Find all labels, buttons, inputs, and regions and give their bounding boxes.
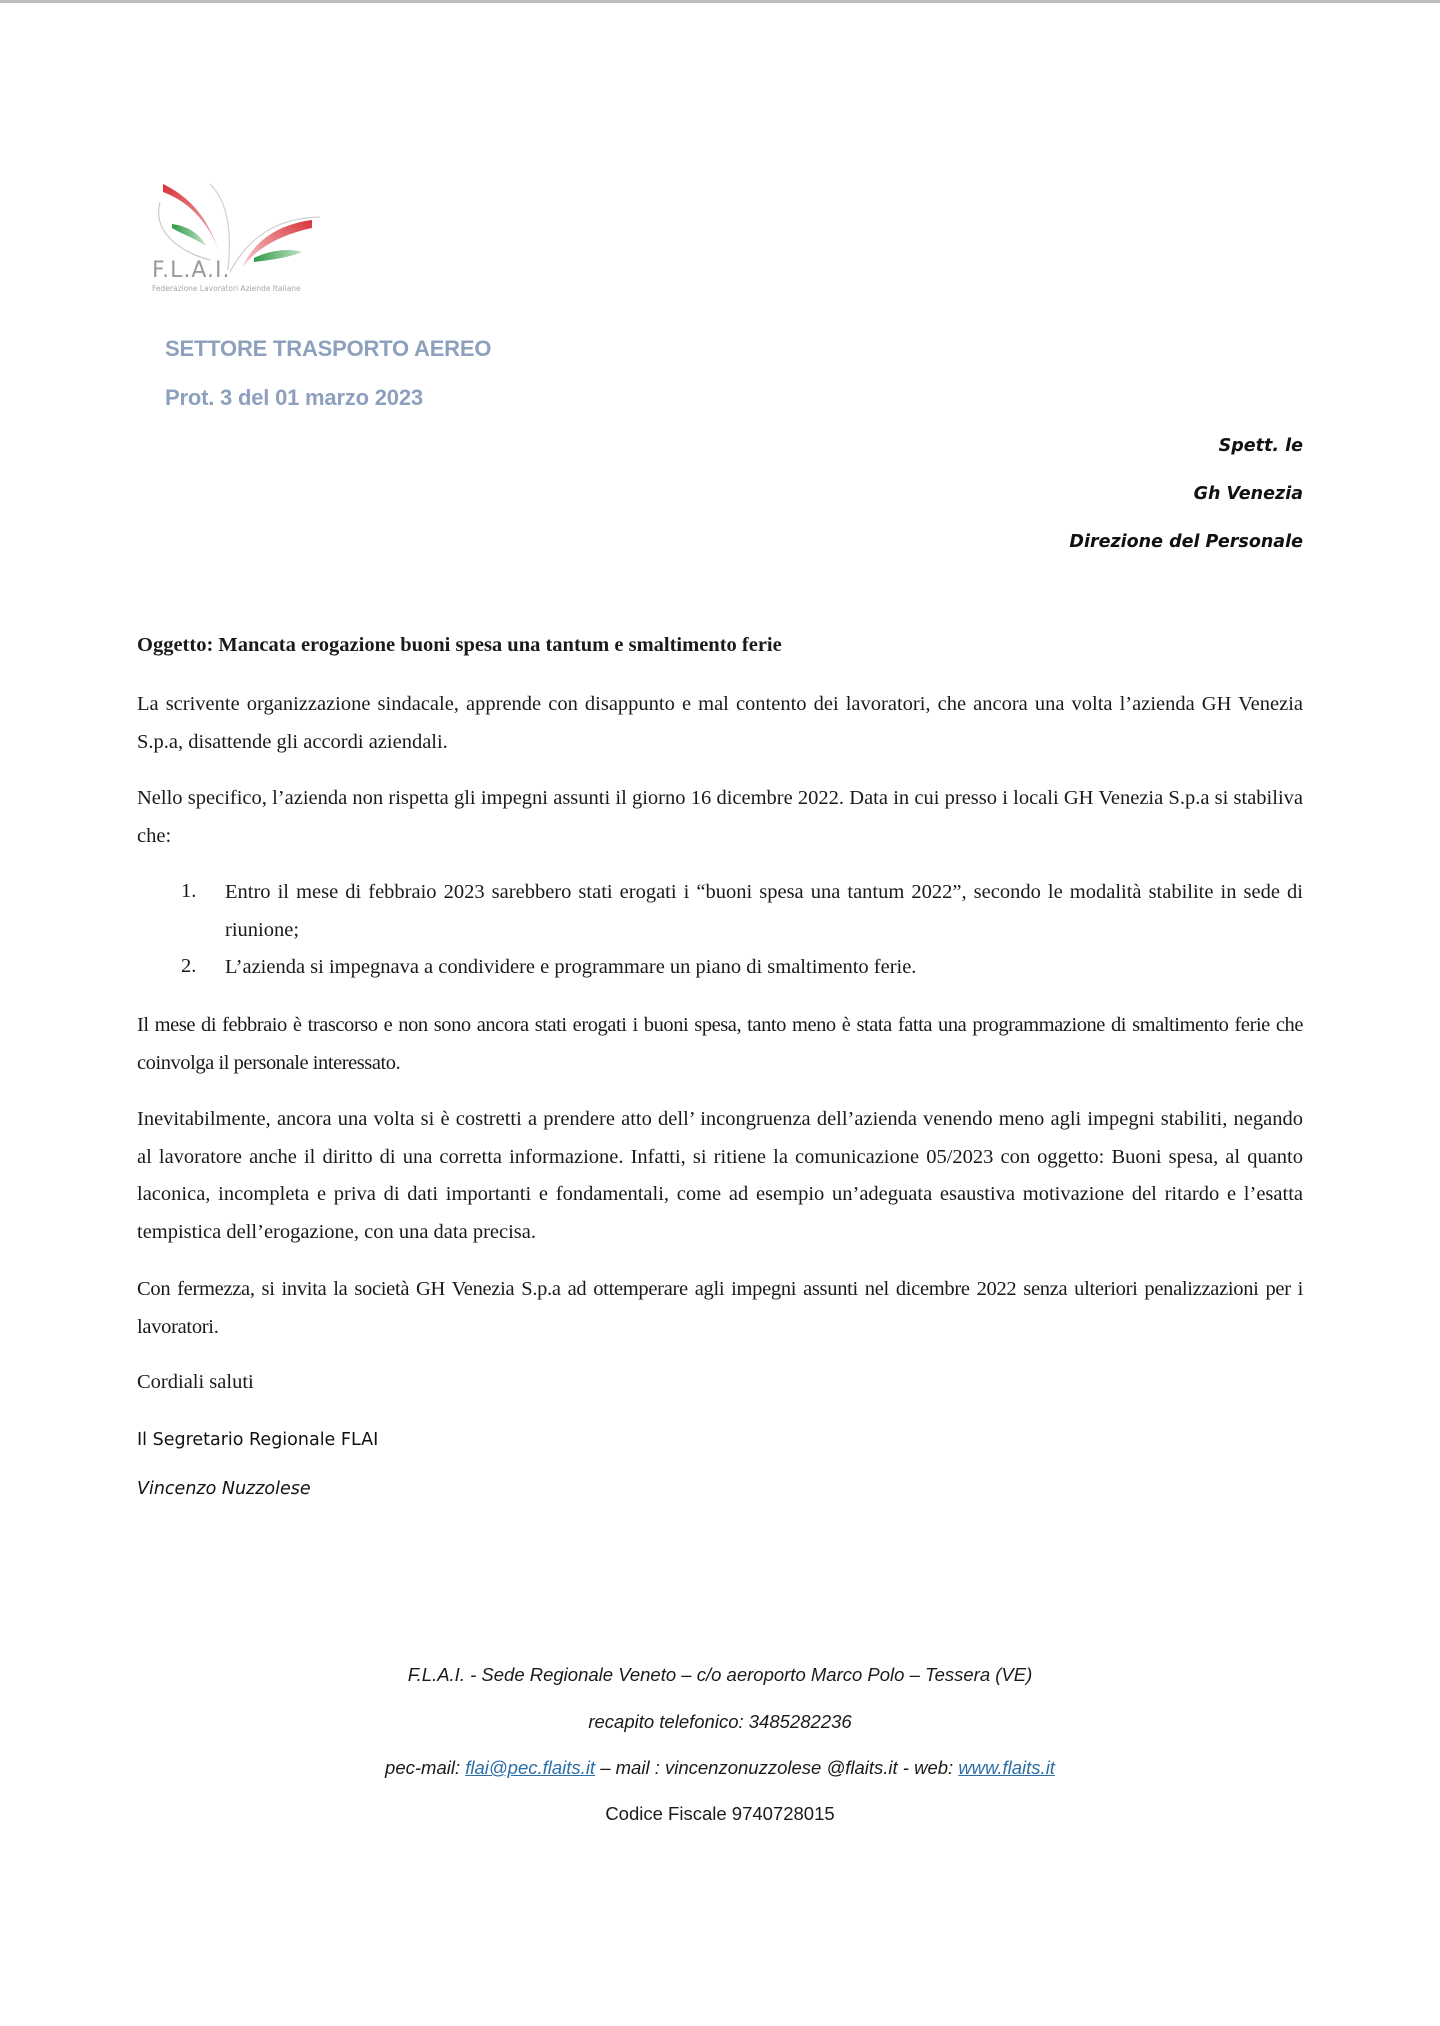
signatory-name: Vincenzo Nuzzolese: [137, 1479, 311, 1499]
list-item-text: Entro il mese di febbraio 2023 sarebbero stati erogati i “buoni spesa una tantum 2022”, secondo le modalità stabilite in sede di riunione;: [225, 881, 1303, 941]
signatory-role: Il Segretario Regionale FLAI: [137, 1430, 379, 1450]
paragraph-5: Con fermezza, si invita la società GH Venezia S.p.a ad ottemperare agli impegni assunti nel dicembre 2022 senza ulteriori penalizzazioni per i lavoratori.: [137, 1278, 1303, 1338]
list-item-number: 2.: [181, 955, 197, 977]
flai-logo: [150, 172, 360, 302]
paragraph-3: Il mese di febbraio è trascorso e non sono ancora stati erogati i buoni spesa, tanto meno è stata fatta una programmazione di smaltimento ferie che coinvolga il personale interessato.: [137, 1014, 1303, 1074]
sector-heading: SETTORE TRASPORTO AEREO: [165, 336, 492, 361]
paragraph-1: La scrivente organizzazione sindacale, apprende con disappunto e mal contento dei lavoratori, che ancora una volta l’azienda GH Venezia S.p.a, disattende gli accordi aziendali.: [137, 693, 1303, 753]
footer-phone: recapito telefonico: 3485282236: [588, 1711, 852, 1732]
logo-acronym: F.L.A.I.: [152, 258, 231, 283]
recipient-department: Direzione del Personale: [1069, 532, 1303, 552]
website-link[interactable]: www.flaits.it: [958, 1757, 1055, 1778]
mail-text: – mail : vincenzonuzzolese @flaits.it - web:: [595, 1757, 959, 1778]
list-item-text: L’azienda si impegnava a condividere e programmare un piano di smaltimento ferie.: [225, 956, 917, 978]
logo-full-name: Federazione Lavoratori Aziende Italiane: [152, 284, 301, 293]
pec-email-link[interactable]: flai@pec.flaits.it: [465, 1757, 596, 1778]
footer-fiscal-code: Codice Fiscale 9740728015: [605, 1803, 835, 1824]
footer-contacts: [0, 1757, 1440, 1779]
pec-label: pec-mail:: [385, 1757, 466, 1778]
paragraph-2: Nello specifico, l’azienda non rispetta gli impegni assunti il giorno 16 dicembre 2022. Data in cui presso i locali GH Venezia S.p.a si stabiliva che:: [137, 787, 1303, 847]
protocol-line: Prot. 3 del 01 marzo 2023: [165, 385, 423, 410]
list-item-number: 1.: [181, 880, 197, 902]
letter-subject: Oggetto: Mancata erogazione buoni spesa una tantum e smaltimento ferie: [137, 634, 782, 656]
footer-address: F.L.A.I. - Sede Regionale Veneto – c/o aeroporto Marco Polo – Tessera (VE): [407, 1664, 1033, 1685]
page-top-border: [0, 0, 1440, 3]
recipient-salutation: Spett. le: [1218, 436, 1303, 456]
recipient-company: Gh Venezia: [1193, 484, 1303, 504]
paragraph-4: Inevitabilmente, ancora una volta si è costretti a prendere atto dell’ incongruenza dell’azienda venendo meno agli impegni stabiliti, negando al lavoratore anche il diritto di una corretta informazione. Infatti, si ritiene la comunicazione 05/2023 con oggetto: Buoni spesa, al quanto laconica, incompleta e priva di dati importanti e fondamentali, come ad esempio un’adeguata esaustiva motivazione del ritardo e l’esatta tempistica dell’erogazione, con una data precisa.: [137, 1108, 1303, 1243]
closing-greeting: Cordiali saluti: [137, 1371, 254, 1393]
